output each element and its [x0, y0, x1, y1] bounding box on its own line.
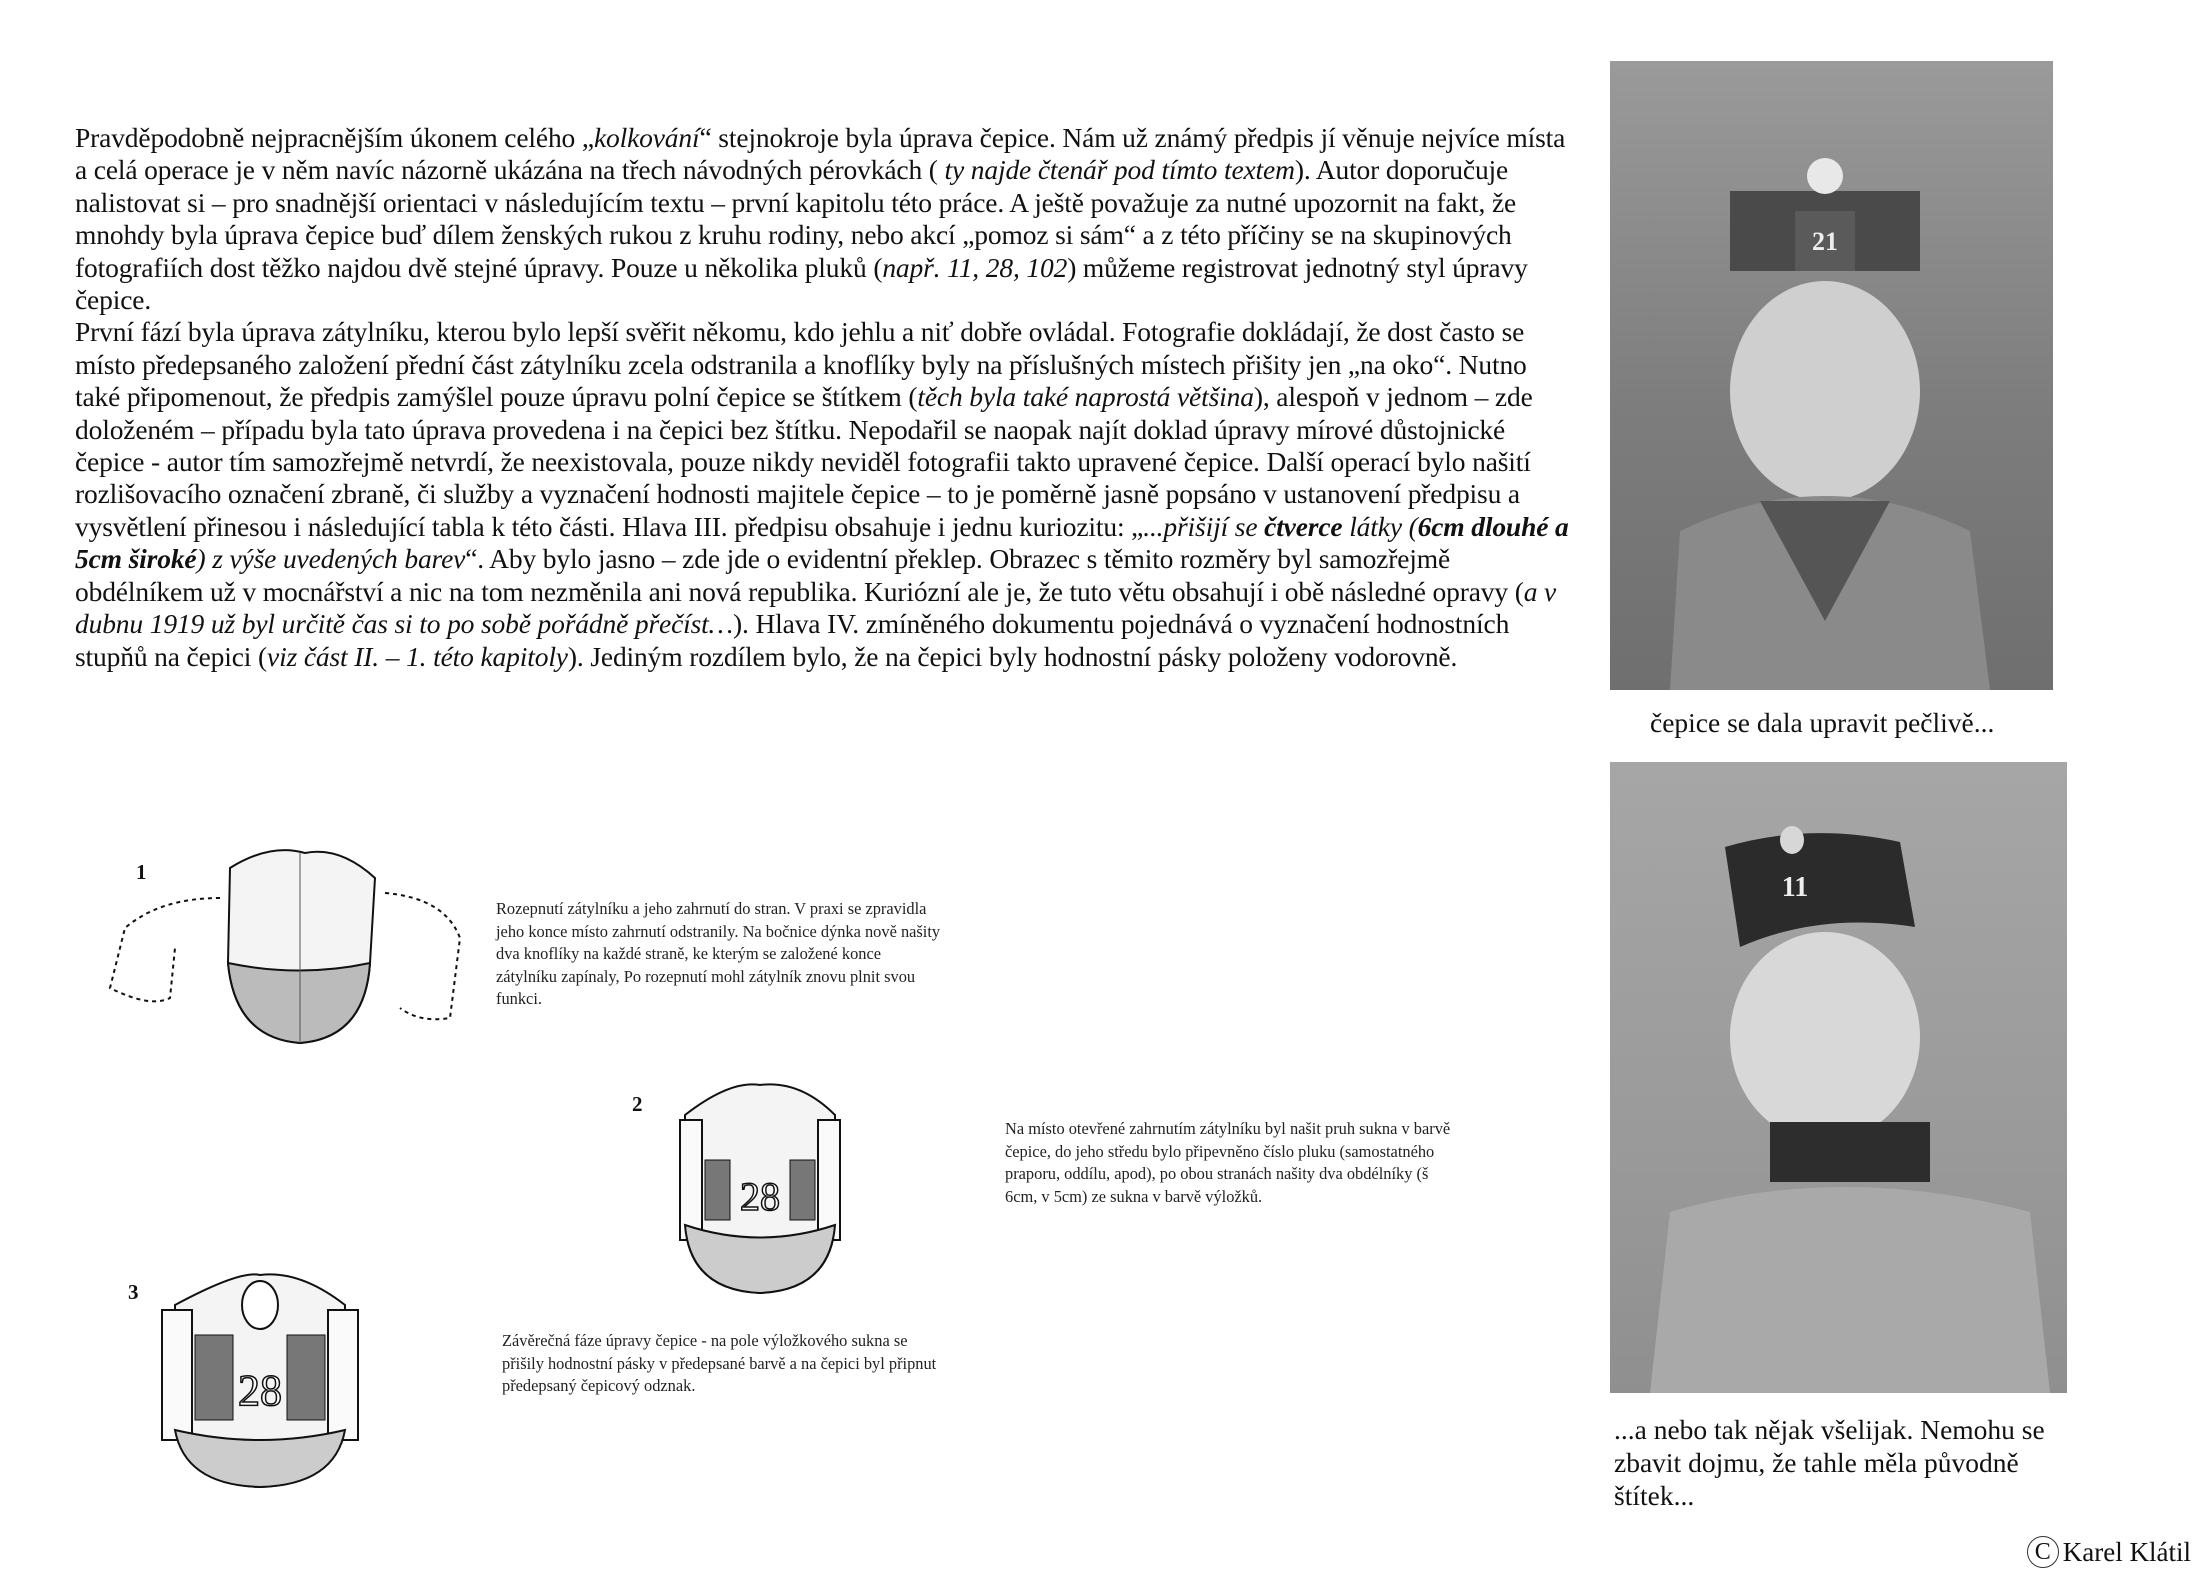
text-run: kolkování [593, 122, 700, 153]
text-run: Pravděpodobně nejpracnějším úkonem celého „ [75, 122, 594, 153]
text-run: viz část II. – 1. této kapitoly [267, 640, 568, 672]
photo-2-cap-number: 11 [1781, 872, 1809, 903]
photo-1-drawing [1610, 61, 2053, 690]
text-run: ), alespoň v jednom – zde doloženém – případu byla tato úprava provedena i na čepici bez štítku. Nepodařil se naopak najít doklad úpravy mírové důstojnické čepice - autor tím samozřejmě netvrdí, že neexistovala, pouze nikdy neviděl fotografii takto upravené čepice. Další operací bylo našití rozlišovacího označení zbraně, či služby a vyznačení hodnosti majitele čepice – to je poměrně jasně popsáno v ustanovení předpisu a vysvětlení přinesou i následující tabla k této části. Hlava III. předpisu obsahuje i jednu kuriozitu: „ [75, 381, 1533, 542]
text-run: látky ( [1342, 510, 1418, 542]
text-run: První fází byla úprava zátylníku, kterou bylo lepší svěřit někomu, kdo jehlu a niť dobře ovládal. Fotografie dokládají, že dost často se místo předepsaného založení přední část zátylníku zcela odstranila a knoflíky byly na příslušných místech přišity jen „na oko“. Nutno také připomenout, že předpis zamýšlel pouze úpravu polní čepice se štítkem ( [75, 316, 1527, 413]
figure-2-caption: Na místo otevřené zahrnutím zátylníku byl našit pruh sukna v barvě čepice, do jeho středu bylo připevněno číslo pluku (samostatného praporu, oddílu, apod), po obou stranách našity dva obdélníky (š 6cm, v 5cm) ze sukna v barvě výložků. [1005, 1119, 1451, 1206]
text-run: ) z výše uvedených barev [196, 543, 466, 575]
copyright-author: Karel Klátil [2062, 1536, 2191, 1567]
article-body [75, 122, 1575, 673]
figure-3-cap-drawing [150, 1265, 370, 1490]
photo-officer-1 [1610, 61, 2053, 690]
text-run: ). Hlava IV. zmíněného dokumentu pojednává o vyznačení hodnostních stupňů na čepici ( [75, 608, 1510, 672]
figure-1-cap-drawing [100, 838, 480, 1048]
photo-1-caption: čepice se dala upravit pečlivě... [1650, 707, 1995, 738]
copyright-icon: C [2027, 1536, 2059, 1568]
photo-2-drawing [1610, 762, 2067, 1393]
text-run: ty najde čtenář pod tímto textem [944, 154, 1295, 186]
text-run: 6cm dlouhé a 5cm široké [75, 510, 1569, 575]
figure-3-caption: Závěrečná fáze úpravy čepice - na pole výložkového sukna se přišily hodnostní pásky v předepsané barvě a na čepici byl připnut předepsaný čepicový odznak. [502, 1331, 937, 1395]
text-run: těch byla také naprostá většina [917, 381, 1254, 413]
figure-2-number: 2 [632, 1092, 643, 1116]
figure-3-number: 3 [128, 1280, 139, 1304]
text-run: a v dubnu 1919 už byl určitě čas si to po sobě pořádně přečíst… [75, 575, 1557, 640]
article-paragraph-1 [75, 122, 1575, 316]
text-run: ) můžeme registrovat jednotný styl úpravy čepice. [75, 251, 1528, 316]
text-run: ). Jediným rozdílem bylo, že na čepici byly hodnostní pásky položeny vodorovně. [567, 640, 1458, 672]
copyright-notice [2027, 1536, 2191, 1568]
text-run: např. 11, 28, 102 [882, 251, 1068, 283]
figure-2-cap-number: 28 [740, 1174, 780, 1219]
figure-3-cap-number: 28 [238, 1366, 282, 1415]
cap-badge-icon [242, 1281, 278, 1329]
text-run: ). Autor doporučuje nalistovat si – pro snadnější orientaci v následujícím textu – první kapitolu této práce. A ještě považuje za nutné upozornit na fakt, že mnohdy byla úprava čepice buď dílem ženských rukou z kruhu rodiny, nebo akcí „pomoz si sám“ a z této příčiny se na skupinových fotografiích dost těžko najdou dvě stejné úpravy. Pouze u několika pluků ( [75, 154, 1517, 283]
figure-1-number: 1 [136, 860, 147, 884]
figure-2-cap-drawing [660, 1075, 860, 1295]
text-run: “ stejnokroje byla úprava čepice. Nám už známý předpis jí věnuje nejvíce místa a celá operace je v něm navíc názorně ukázána na třech návodných pérovkách ( [75, 122, 1566, 186]
photo-2-caption: ...a nebo tak nějak všelijak. Nemohu se zbavit dojmu, že tahle měla původně štítek... [1614, 1414, 2045, 1511]
photo-officer-2 [1610, 762, 2067, 1393]
text-run: “. Aby bylo jasno – zde jde o evidentní překlep. Obrazec s těmito rozměry byl samozřejmě obdélníkem už v mocnářství a nic na tom nezměnila ani nová republika. Kuriózní ale je, že tuto větu obsahují i obě následné opravy ( [75, 543, 1524, 607]
photo-1-cap-number: 21 [1812, 227, 1838, 256]
article-paragraph-2 [75, 316, 1575, 672]
text-run: ...přišijí se [1143, 510, 1265, 542]
text-run: čtverce [1264, 510, 1343, 542]
figure-1-caption: Rozepnutí zátylníku a jeho zahrnutí do stran. V praxi se zpravidla jeho konce místo zahrnutí odstranily. Na bočnice dýnka nově našity dva knoflíky na každé straně, ke kterým se založené konce zátylníku zapínaly, Po rozepnutí mohl zátylník znovu plnit svou funkci. [496, 899, 941, 1008]
